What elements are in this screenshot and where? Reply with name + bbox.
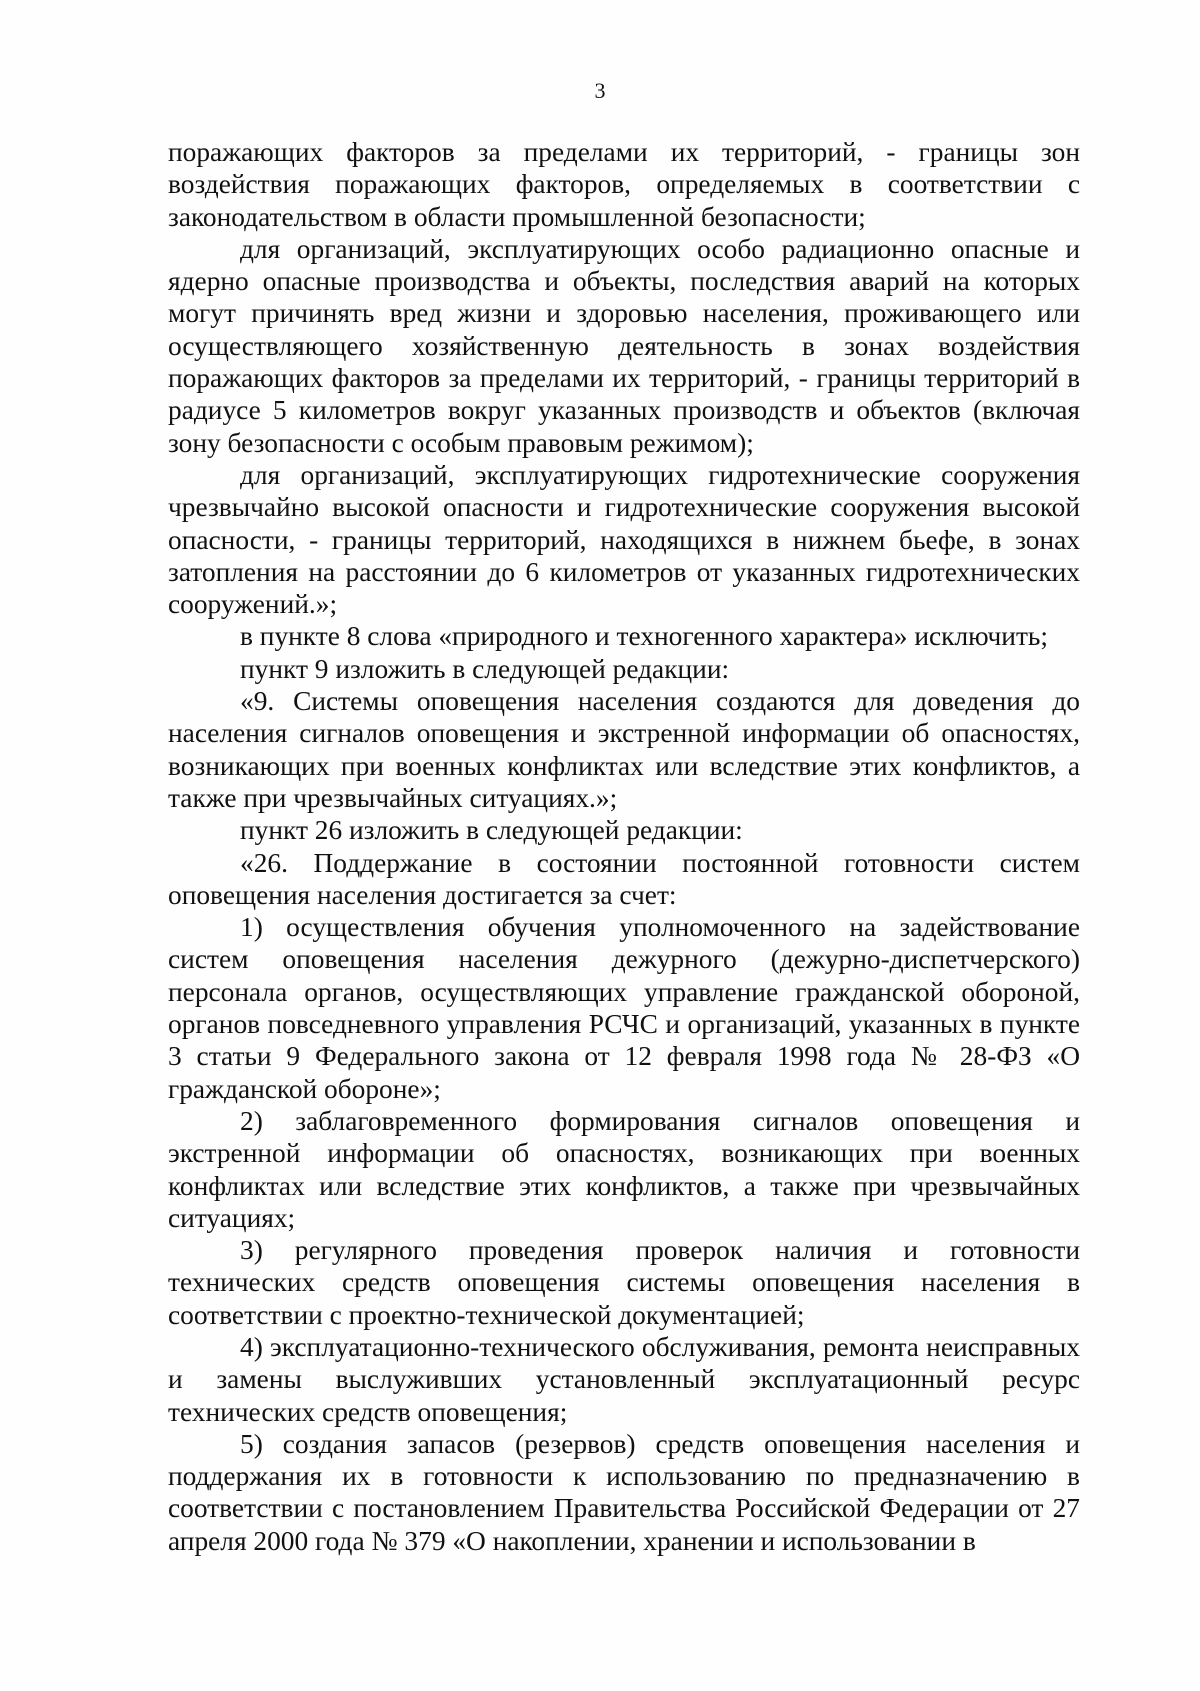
list-item-1: 1) осуществления обучения уполномоченного на задействование систем оповещения населения дежурного (дежурно-диспетчерского) персонала органов, осуществляющих управление гражданской обороной, органов повседневного управления РСЧС и организаций, указанных в пункте 3 статьи 9 Федерального закона от 12 февраля 1998 года № 28-ФЗ «О гражданской обороне»;: [168, 912, 1080, 1104]
paragraph-radiation-hazard: для организаций, эксплуатирующих особо радиационно опасные и ядерно опасные производства и объекты, последствия аварий на которых могут причинять вред жизни и здоровью населения, проживающего или осуществляющего хозяйственную деятельность в зонах воздействия поражающих факторов за пределами их территорий, - границы территорий в радиусе 5 километров вокруг указанных производств и объектов (включая зону безопасности с особым правовым режимом);: [168, 233, 1080, 458]
paragraph-item-8-amendment: в пункте 8 слова «природного и техногенного характера» исключить;: [240, 621, 1049, 652]
list-item-4: 4) эксплуатационно-технического обслуживания, ремонта неисправных и замены выслуживших установленный эксплуатационный ресурс технических средств оповещения;: [168, 1331, 1080, 1427]
paragraph-item-26-intro: пункт 26 изложить в следующей редакции:: [240, 815, 743, 846]
page-number: 3: [594, 78, 606, 103]
paragraph-hydrotechnical: для организаций, эксплуатирующих гидротехнические сооружения чрезвычайно высокой опасности и гидротехнические сооружения высокой опасности, - границы территорий, находящихся в нижнем бьефе, в зонах затопления на расстоянии до 6 километров от указанных гидротехнических сооружений.»;: [168, 459, 1080, 620]
document-body: [168, 136, 1080, 1557]
list-item-2: 2) заблаговременного формирования сигналов оповещения и экстренной информации об опасностях, возникающих при военных конфликтах или вследствие этих конфликтов, а также при чрезвычайных ситуациях;: [168, 1105, 1080, 1233]
list-item-3: 3) регулярного проведения проверок наличия и готовности технических средств оповещения системы оповещения населения в соответствии с проектно-технической документацией;: [168, 1235, 1080, 1330]
paragraph-continuation: поражающих факторов за пределами их территорий, - границы зон воздействия поражающих факторов, определяемых в соответствии с законодательством в области промышленной безопасности;: [168, 137, 1080, 232]
paragraph-item-9-text: «9. Системы оповещения населения создаются для доведения до населения сигналов оповещения и экстренной информации об опасностях, возникающих при военных конфликтах или вследствие этих конфликтов, а также при чрезвычайных ситуациях.»;: [168, 686, 1080, 813]
list-item-5: 5) создания запасов (резервов) средств оповещения населения и поддержания их в готовности к использованию по предназначению в соответствии с постановлением Правительства Российской Федерации от 27 апреля 2000 года № 379 «О накоплении, хранении и использовании в: [168, 1428, 1080, 1556]
paragraph-item-9-intro: пункт 9 изложить в следующей редакции:: [240, 653, 730, 684]
paragraph-item-26-text: «26. Поддержание в состоянии постоянной готовности систем оповещения населения достигается за счет:: [168, 847, 1080, 910]
